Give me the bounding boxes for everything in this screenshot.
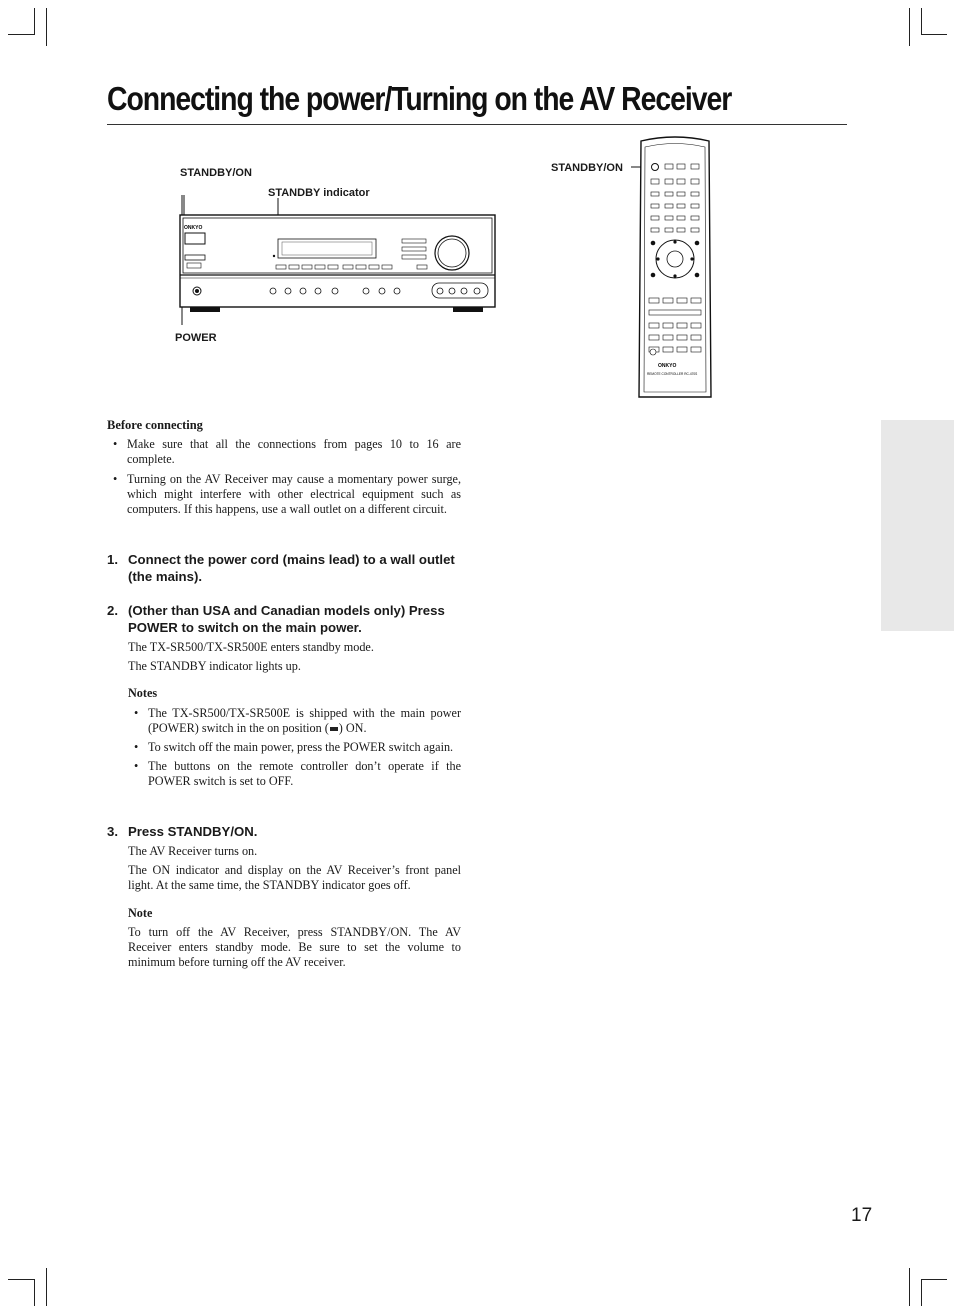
- page-title: Connecting the power/Turning on the AV Receiver: [107, 80, 732, 117]
- remote-brand: ONKYO: [658, 363, 677, 369]
- detail-line: The TX-SR500/TX-SR500E enters standby mode.: [128, 640, 374, 654]
- before-connecting-section: [107, 418, 461, 521]
- step-3-details: [128, 844, 461, 974]
- callout-standby-on-remote: STANDBY/ON: [551, 162, 623, 174]
- callout-power: POWER: [175, 332, 217, 344]
- step-number: 2.: [107, 603, 118, 618]
- list-item: • Turning on the AV Receiver may cause a momentary power surge, which might interfere with other electrical equipment such as computers. If this happens, use a wall outlet on a different circuit.: [107, 472, 461, 518]
- step-text: Press STANDBY/ON.: [128, 824, 258, 839]
- detail-line: The AV Receiver turns on.: [128, 844, 258, 858]
- callout-standby-indicator: STANDBY indicator: [268, 187, 370, 199]
- remote-caption: REMOTE CONTROLLER RC-470S: [647, 372, 698, 376]
- detail-line: The ON indicator and display on the AV Receiver’s front panel light. At the same time, the STANDBY indicator goes off.: [128, 863, 461, 893]
- note-text: To turn off the AV Receiver, press STANDBY/ON. The AV Receiver enters standby mode. Be sure to set the volume to minimum before turning off the AV receiver.: [128, 924, 461, 970]
- receiver-brand: ONKYO: [184, 225, 203, 231]
- step-number: 1.: [107, 552, 118, 567]
- note-heading: Note: [128, 905, 153, 920]
- detail-line: The STANDBY indicator lights up.: [128, 659, 301, 674]
- remote-illustration: [625, 135, 720, 403]
- step-2: [107, 602, 467, 636]
- step-number: 3.: [107, 824, 118, 839]
- notes-heading: Notes: [128, 686, 158, 701]
- title-rule: [107, 124, 847, 125]
- remote-standby-drawing: [652, 164, 659, 171]
- receiver-illustration: [170, 195, 510, 330]
- note-item: [128, 706, 461, 736]
- callout-standby-on-receiver: STANDBY/ON: [180, 167, 252, 179]
- note-item: • To switch off the main power, press the POWER switch again.: [128, 740, 461, 755]
- before-connecting-heading: Before connecting: [107, 418, 203, 432]
- note-text: The TX-SR500/TX-SR500E is shipped with the main power (POWER) switch in the on position (: [148, 705, 461, 735]
- list-item: • Make sure that all the connections from pages 10 to 16 are complete.: [107, 437, 461, 467]
- page-number: 17: [851, 1205, 873, 1226]
- step-3: [107, 823, 467, 840]
- on-position-icon: [330, 727, 338, 731]
- note-text-end: ) ON.: [338, 720, 367, 735]
- step-2-details: [128, 640, 461, 794]
- side-tab: [881, 420, 954, 631]
- step-text: (Other than USA and Canadian models only) Press POWER to switch on the main power.: [128, 603, 445, 635]
- standby-button-drawing: [185, 233, 205, 244]
- note-item: • The buttons on the remote controller don’t operate if the POWER switch is set to OFF.: [128, 759, 461, 789]
- step-1: [107, 551, 467, 585]
- step-text: Connect the power cord (mains lead) to a wall outlet (the mains).: [128, 552, 455, 584]
